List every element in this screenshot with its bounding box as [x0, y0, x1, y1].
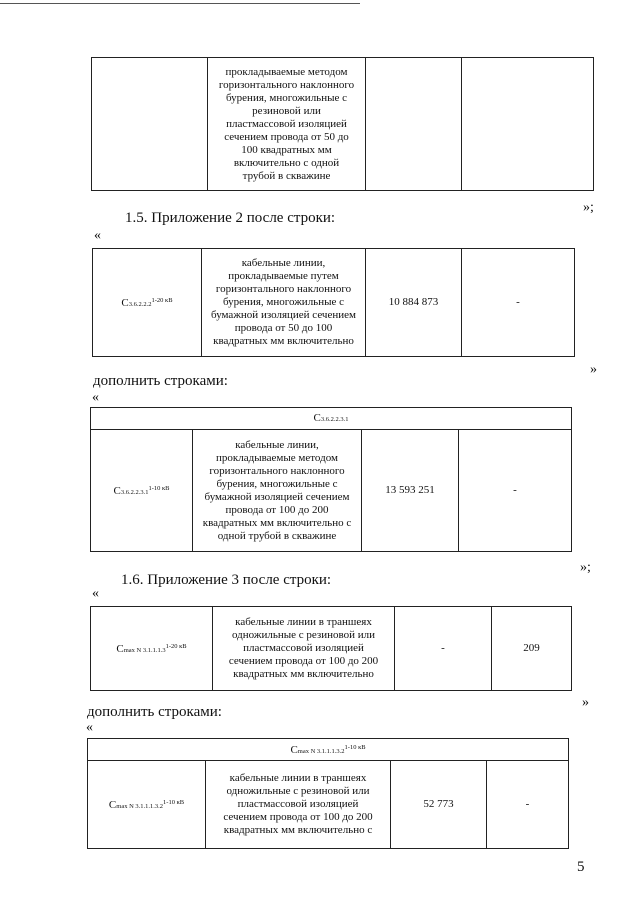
page-number: 5	[577, 859, 585, 875]
closing-quote: »;	[580, 560, 591, 575]
table-1	[91, 57, 594, 191]
table-row	[91, 607, 572, 691]
add-rows-label: дополнить строками:	[87, 704, 222, 720]
dash-cell: -	[395, 607, 492, 691]
code-cell: Сmax N $3.1.1.1.3^{1-20 кВ}$	[91, 607, 213, 691]
add-rows-label: дополнить строками:	[93, 373, 228, 389]
description-cell: кабельные линии в траншеях одножильные с резиновой или пластмассовой изоляцией сечением провода от 100 до 200 квадратных мм включительно	[213, 607, 395, 691]
value-cell: 209	[492, 607, 572, 691]
dash-cell: -	[487, 761, 569, 849]
dash-cell: -	[462, 249, 575, 357]
table-2	[92, 248, 575, 357]
opening-quote: «	[94, 228, 101, 243]
code-cell: $С3.6.2.2.2^{1-20 кВ}$	[93, 249, 202, 357]
table-header-row	[91, 408, 572, 430]
closing-quote: »;	[583, 200, 594, 215]
value-cell	[366, 58, 462, 191]
section-heading: 1.5. Приложение 2 после строки:	[125, 210, 336, 226]
header-cell: Сmax N $3.1.1.1.3.2^{1-10 кВ}$	[88, 739, 569, 761]
value-cell: 52 773	[391, 761, 487, 849]
value-cell	[462, 58, 594, 191]
code-cell	[92, 58, 208, 191]
opening-quote: «	[92, 390, 99, 405]
table-row	[92, 58, 594, 191]
table-3	[90, 407, 572, 552]
table-header-row	[88, 739, 569, 761]
table-4	[90, 606, 572, 691]
closing-quote: »	[590, 362, 597, 377]
table-row	[91, 430, 572, 552]
value-cell: 10 884 873	[366, 249, 462, 357]
opening-quote: «	[92, 586, 99, 601]
header-cell: С3.6.2.2.3.1	[91, 408, 572, 430]
closing-quote: »	[582, 695, 589, 710]
opening-quote: «	[86, 720, 93, 735]
description-cell: кабельные линии, прокладываемые методом горизонтального наклонного бурения, многожильные с бумажной изоляцией сечением провода от 100 до 200 квадратных мм включительно с одной трубой в скважине	[193, 430, 362, 552]
section-heading: 1.6. Приложение 3 после строки:	[121, 572, 332, 588]
description-cell: кабельные линии в траншеях одножильные с резиновой или пластмассовой изоляцией сечением провода от 100 до 200 квадратных мм включительно с	[206, 761, 391, 849]
top-rule	[0, 3, 360, 4]
table-row	[93, 249, 575, 357]
table-row	[88, 761, 569, 849]
description-cell: прокладываемые методом горизонтального наклонного бурения, многожильные с резиновой или пластмассовой изоляцией сечением провода от 50 до 100 квадратных мм включительно с одной трубой в скважине	[208, 58, 366, 191]
code-cell: Сmax N $3.1.1.1.3.2^{1-10 кВ}$	[88, 761, 206, 849]
code-cell: $С3.6.2.2.3.1^{1-10 кВ}$	[91, 430, 193, 552]
description-cell: кабельные линии, прокладываемые путем горизонтального наклонного бурения, многожильные с бумажной изоляцией сечением провода от 50 до 100 квадратных мм включительно	[202, 249, 366, 357]
value-cell: 13 593 251	[362, 430, 459, 552]
dash-cell: -	[459, 430, 572, 552]
table-5	[87, 738, 569, 849]
